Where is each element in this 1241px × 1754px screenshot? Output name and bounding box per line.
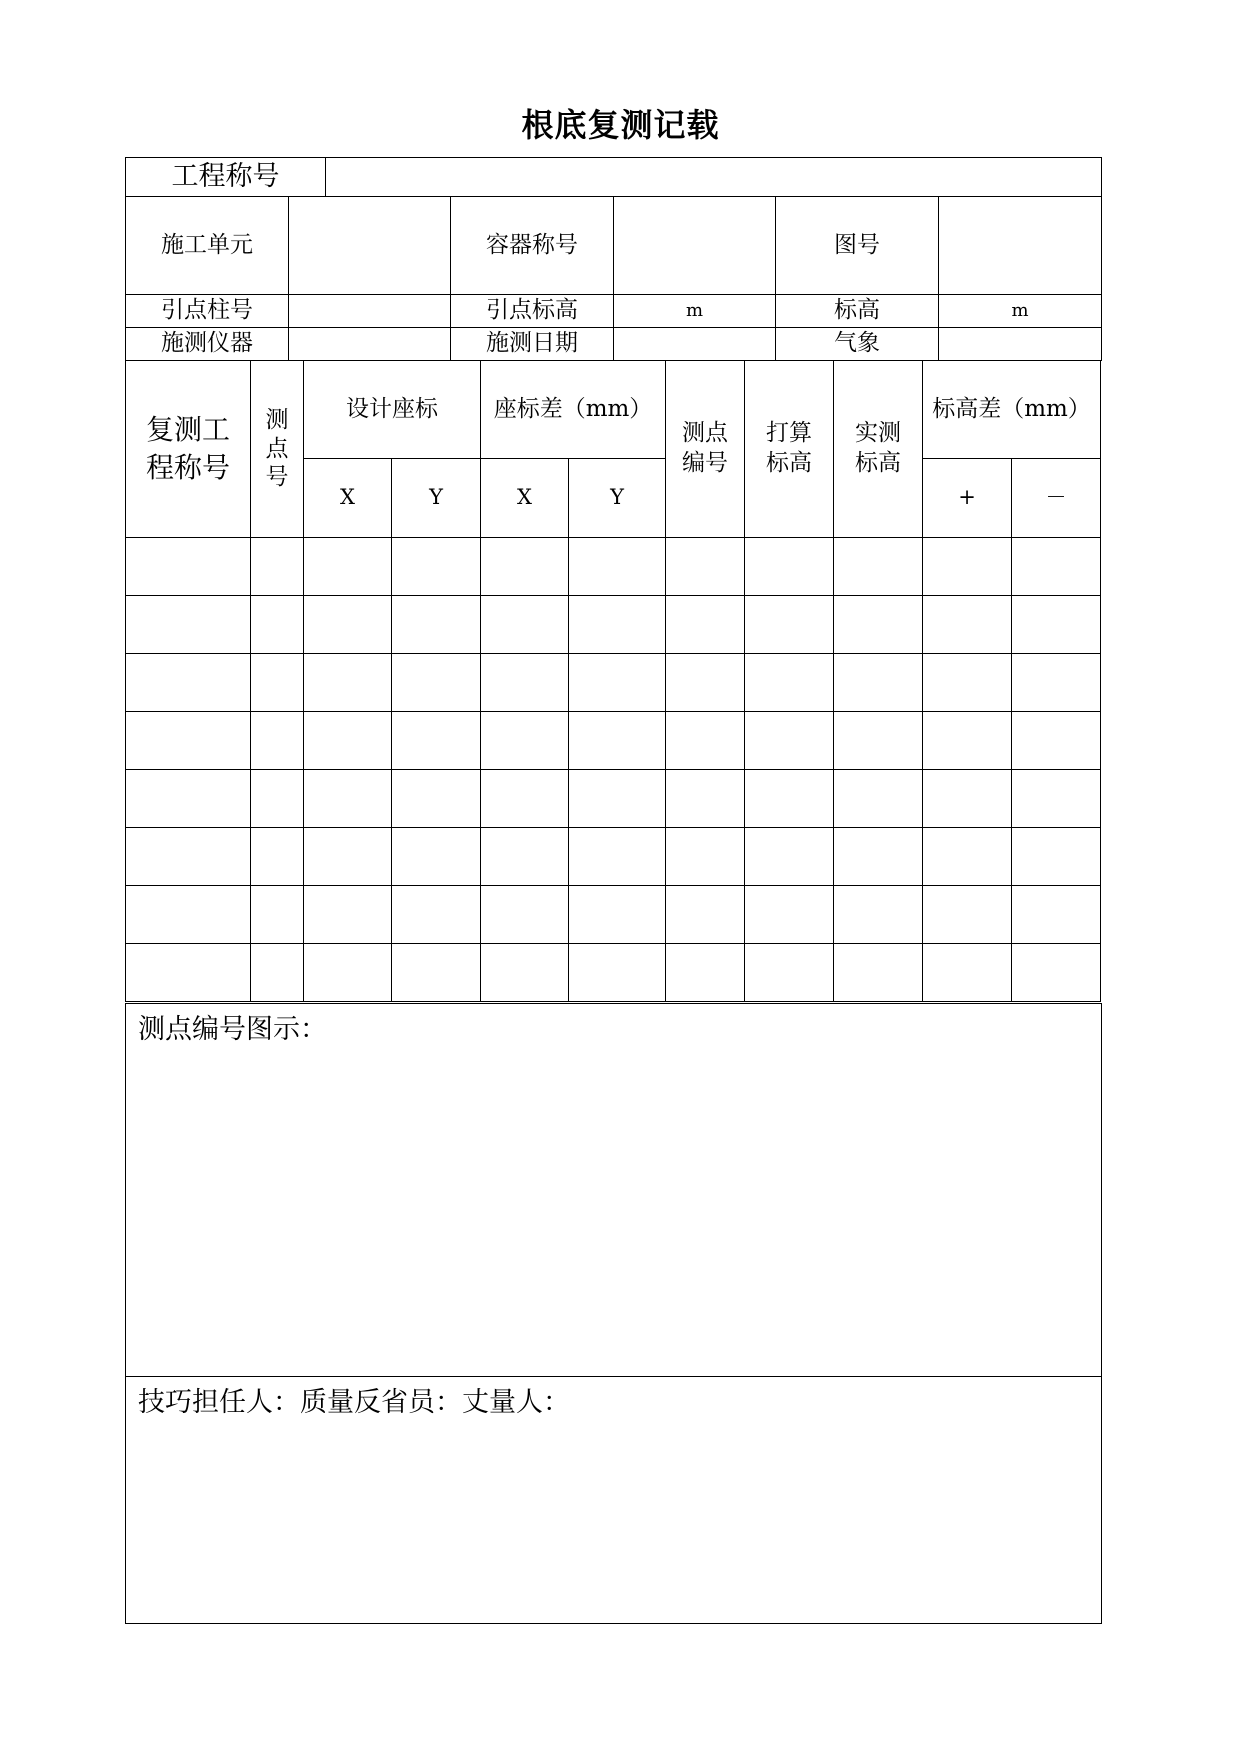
- measurement-rows: [126, 538, 1101, 1002]
- table-cell[interactable]: [126, 886, 251, 944]
- table-cell[interactable]: [745, 770, 834, 828]
- elevation-label: 标高: [776, 295, 939, 328]
- document-title: 根底复测记载: [521, 106, 720, 144]
- table-cell[interactable]: [392, 538, 481, 596]
- table-cell[interactable]: [569, 886, 666, 944]
- table-cell[interactable]: [304, 538, 392, 596]
- header-project-name-line1: 复测工: [145, 413, 230, 447]
- table-cell[interactable]: [126, 654, 251, 712]
- header-elevation-difference: 标高差（mm）: [923, 361, 1101, 459]
- table-cell[interactable]: [481, 712, 569, 770]
- header-calculated-elevation-line1: 打算: [766, 420, 812, 447]
- instrument-label: 施测仪器: [126, 328, 289, 361]
- container-name-label: 容器称号: [451, 197, 614, 295]
- table-cell[interactable]: [745, 596, 834, 654]
- elevation-field[interactable]: m: [939, 295, 1102, 328]
- signatures-area[interactable]: [126, 1377, 1102, 1624]
- instrument-field[interactable]: [289, 328, 451, 361]
- weather-field[interactable]: [939, 328, 1102, 361]
- header-calculated-elevation: [745, 361, 834, 538]
- drawing-number-label: 图号: [776, 197, 939, 295]
- reference-elevation-label: 引点标高: [451, 295, 614, 328]
- header-design-x: X: [304, 459, 392, 538]
- table-cell[interactable]: [251, 538, 304, 596]
- table-row: [126, 828, 1101, 886]
- container-name-field[interactable]: [614, 197, 776, 295]
- header-design-y: Y: [392, 459, 481, 538]
- table-cell[interactable]: [666, 828, 745, 886]
- table-cell[interactable]: [923, 654, 1012, 712]
- signatures-label: 技巧担任人：质量反省员：丈量人：: [138, 1387, 570, 1418]
- table-cell[interactable]: [392, 944, 481, 1002]
- table-cell[interactable]: [304, 944, 392, 1002]
- table-cell[interactable]: [126, 538, 251, 596]
- header-measure-point-no-line2: 编号: [682, 450, 728, 476]
- table-cell[interactable]: [481, 828, 569, 886]
- table-cell[interactable]: [392, 828, 481, 886]
- table-cell[interactable]: [569, 712, 666, 770]
- table-cell[interactable]: [392, 654, 481, 712]
- table-cell[interactable]: [251, 712, 304, 770]
- table-cell[interactable]: [304, 654, 392, 712]
- table-cell[interactable]: [569, 770, 666, 828]
- header-project-name-line2: 程称号: [145, 451, 230, 484]
- table-cell[interactable]: [834, 828, 923, 886]
- header-point-number-char3: 号: [265, 464, 289, 491]
- table-cell[interactable]: [834, 886, 923, 944]
- construction-unit-label: 施工单元: [126, 197, 289, 295]
- table-cell[interactable]: [1012, 886, 1101, 944]
- project-name-field[interactable]: [326, 158, 1102, 197]
- table-cell[interactable]: [834, 944, 923, 1002]
- table-cell[interactable]: [923, 944, 1012, 1002]
- table-cell[interactable]: [304, 828, 392, 886]
- table-cell[interactable]: [666, 538, 745, 596]
- drawing-number-field[interactable]: [939, 197, 1102, 295]
- table-cell[interactable]: [251, 596, 304, 654]
- table-cell[interactable]: [481, 944, 569, 1002]
- table-cell[interactable]: [666, 712, 745, 770]
- project-name-label: 工程称号: [126, 158, 326, 197]
- table-cell[interactable]: [481, 770, 569, 828]
- table-cell[interactable]: [834, 596, 923, 654]
- table-row: [126, 596, 1101, 654]
- table-cell[interactable]: [392, 886, 481, 944]
- table-cell[interactable]: [745, 828, 834, 886]
- header-measure-point-no-line1: 测点: [682, 420, 728, 447]
- table-cell[interactable]: [666, 944, 745, 1002]
- project-table: [125, 157, 1102, 197]
- table-row: [126, 712, 1101, 770]
- table-row: [126, 770, 1101, 828]
- header-project-name: [126, 361, 251, 538]
- table-cell[interactable]: [745, 654, 834, 712]
- measure-point-diagram-label: 测点编号图示：: [138, 1014, 327, 1045]
- reference-point-label: 引点柱号: [126, 295, 289, 328]
- table-cell[interactable]: [304, 770, 392, 828]
- table-cell[interactable]: [1012, 538, 1101, 596]
- table-cell[interactable]: [923, 596, 1012, 654]
- header-coordinate-difference: 座标差（mm）: [481, 361, 666, 459]
- weather-label: 气象: [776, 328, 939, 361]
- table-cell[interactable]: [569, 538, 666, 596]
- measure-point-diagram-area[interactable]: [126, 1004, 1102, 1377]
- table-cell[interactable]: [923, 538, 1012, 596]
- header-elev-minus: －: [1012, 459, 1101, 538]
- header-point-number: [251, 361, 304, 538]
- table-cell[interactable]: [1012, 654, 1101, 712]
- table-cell[interactable]: [126, 828, 251, 886]
- table-cell[interactable]: [251, 654, 304, 712]
- table-cell[interactable]: [923, 770, 1012, 828]
- table-cell[interactable]: [834, 538, 923, 596]
- reference-point-field[interactable]: [289, 295, 451, 328]
- table-cell[interactable]: [834, 770, 923, 828]
- table-cell[interactable]: [251, 828, 304, 886]
- table-cell[interactable]: [126, 770, 251, 828]
- header-diff-x: X: [481, 459, 569, 538]
- table-cell[interactable]: [1012, 712, 1101, 770]
- table-cell[interactable]: [126, 712, 251, 770]
- table-cell[interactable]: [1012, 596, 1101, 654]
- table-cell[interactable]: [569, 828, 666, 886]
- table-cell[interactable]: [251, 944, 304, 1002]
- table-cell[interactable]: [569, 596, 666, 654]
- survey-date-label: 施测日期: [451, 328, 614, 361]
- notes-table: [125, 1003, 1102, 1624]
- header-measured-elevation-line2: 标高: [855, 450, 901, 476]
- table-cell[interactable]: [481, 654, 569, 712]
- table-cell[interactable]: [1012, 828, 1101, 886]
- table-row: [126, 886, 1101, 944]
- header-calculated-elevation-line2: 标高: [766, 450, 812, 476]
- table-cell[interactable]: [126, 596, 251, 654]
- table-cell[interactable]: [304, 712, 392, 770]
- table-cell[interactable]: [745, 886, 834, 944]
- table-cell[interactable]: [834, 654, 923, 712]
- table-cell[interactable]: [481, 596, 569, 654]
- table-cell[interactable]: [666, 886, 745, 944]
- table-cell[interactable]: [745, 944, 834, 1002]
- header-measured-elevation: [834, 361, 923, 538]
- table-cell[interactable]: [666, 654, 745, 712]
- table-cell[interactable]: [569, 654, 666, 712]
- table-cell[interactable]: [304, 886, 392, 944]
- table-cell[interactable]: [251, 886, 304, 944]
- header-elev-plus: +: [923, 459, 1012, 538]
- table-row: [126, 654, 1101, 712]
- table-cell[interactable]: [745, 712, 834, 770]
- table-cell[interactable]: [126, 944, 251, 1002]
- construction-unit-field[interactable]: [289, 197, 451, 295]
- table-cell[interactable]: [834, 712, 923, 770]
- table-cell[interactable]: [1012, 944, 1101, 1002]
- table-cell[interactable]: [251, 770, 304, 828]
- table-cell[interactable]: [481, 538, 569, 596]
- table-cell[interactable]: [392, 712, 481, 770]
- table-cell[interactable]: [304, 596, 392, 654]
- table-cell[interactable]: [481, 886, 569, 944]
- table-cell[interactable]: [392, 770, 481, 828]
- table-cell[interactable]: [745, 538, 834, 596]
- table-cell[interactable]: [392, 596, 481, 654]
- info-table: [125, 196, 1102, 361]
- reference-elevation-field[interactable]: m: [614, 295, 776, 328]
- table-row: [126, 538, 1101, 596]
- table-cell[interactable]: [923, 828, 1012, 886]
- header-measured-elevation-line1: 实测: [855, 420, 901, 447]
- table-cell[interactable]: [666, 596, 745, 654]
- survey-date-field[interactable]: [614, 328, 776, 361]
- measurement-table: [125, 360, 1101, 1002]
- table-cell[interactable]: [569, 944, 666, 1002]
- table-cell[interactable]: [666, 770, 745, 828]
- header-point-number-char2: 点: [265, 435, 289, 462]
- header-point-number-char1: 测: [265, 406, 289, 433]
- table-cell[interactable]: [1012, 770, 1101, 828]
- table-cell[interactable]: [923, 712, 1012, 770]
- header-design-coordinates: 设计座标: [304, 361, 481, 459]
- header-measure-point-no: [666, 361, 745, 538]
- table-row: [126, 944, 1101, 1002]
- header-diff-y: Y: [569, 459, 666, 538]
- table-cell[interactable]: [923, 886, 1012, 944]
